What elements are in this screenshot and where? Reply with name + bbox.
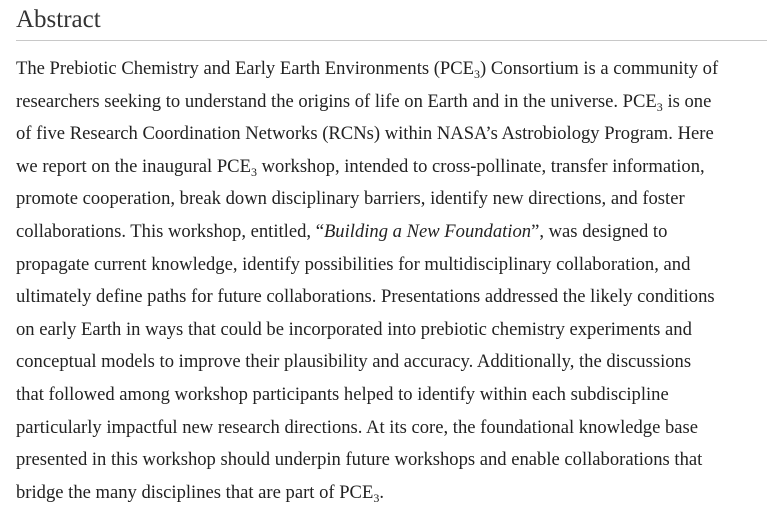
abstract-line-5: promote cooperation, break down disciplinary barriers, identify new directions, and foster [16, 188, 685, 210]
workshop-title: Building a New Foundation [323, 220, 532, 242]
text-run: The Prebiotic Chemistry and Early Earth Environments (PCE [16, 58, 475, 79]
abstract-line-6 [16, 216, 767, 249]
abstract-line-9: on early Earth in ways that could be incorporated into prebiotic chemistry experiments and [16, 318, 692, 340]
abstract-line-3: of five Research Coordination Networks (RCNs) within NASA’s Astrobiology Program. Here [16, 123, 714, 145]
text-run: researchers seeking to understand the origins of life on Earth and in the universe. PCE [16, 90, 657, 112]
text-run: is one [662, 90, 712, 112]
abstract-line-11: that followed among workshop participants helped to identify within each subdiscipline [16, 383, 669, 405]
abstract-paragraph [16, 53, 767, 509]
subscript: 3 [656, 99, 663, 114]
abstract-line-8: ultimately define paths for future collaborations. Presentations addressed the likely conditions [16, 286, 715, 308]
abstract-line-7: propagate current knowledge, identify possibilities for multidisciplinary collaboration, and [16, 253, 691, 275]
section-heading: Abstract [16, 6, 101, 33]
abstract-line-13: presented in this workshop should underpin future workshops and enable collaborations that [16, 449, 703, 471]
abstract-line-2 [16, 86, 767, 119]
abstract-line-14 [16, 477, 767, 510]
heading-divider [16, 40, 767, 41]
abstract-line-1 [16, 53, 767, 86]
subscript: 3 [474, 67, 481, 81]
text-run: workshop, intended to cross-pollinate, transfer information, [256, 155, 705, 177]
text-run: ) Consortium is a community of [480, 58, 719, 79]
text-run: ”, was designed to [531, 220, 668, 242]
subscript: 3 [250, 164, 257, 179]
text-run: bridge the many disciplines that are part of PCE [16, 481, 374, 503]
abstract-line-12: particularly impactful new research directions. At its core, the foundational knowledge base [16, 416, 699, 438]
text-run: collaborations. This workshop, entitled, “ [16, 220, 324, 242]
text-run: . [379, 481, 384, 503]
abstract-line-10: conceptual models to improve their plausibility and accuracy. Additionally, the discussions [16, 351, 692, 373]
subscript: 3 [373, 490, 380, 505]
abstract-line-4 [16, 151, 767, 184]
text-run: we report on the inaugural PCE [16, 155, 251, 177]
